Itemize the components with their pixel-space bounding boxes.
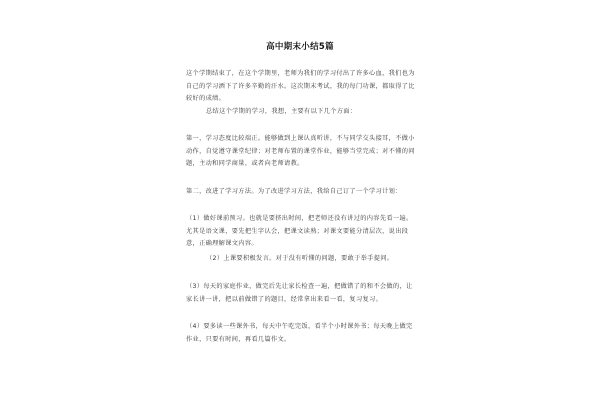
- paragraph-point-2: 第二，改进了学习方法。为了改进学习方法，我给自己订了一个学习计划：: [186, 188, 402, 195]
- paragraph-point-1: 第一，学习态度比较端正。能够做到上课认真听讲，不与同学交头接耳，不做小动作，自觉遵守课堂纪律；对老师布置的课堂作业，能够当堂完成；对不懂的问题，主动和同学商量，或者向老师请教。: [186, 135, 415, 168]
- document-title: 高中期末小结5篇: [266, 42, 334, 52]
- paragraph-plan-2: （2）上课要积极发言。对于没有听懂的问题，要敢于举手提问。: [206, 255, 394, 262]
- paragraph-intro: 这个学期结束了，在这个学期里，老师为我们的学习付出了许多心血，我们也为自己的学习洒下了许多辛勤的汗水。这次期末考试，我的每门功课，都取得了比较好的成绩。: [186, 70, 415, 103]
- paragraph-plan-3: （3）每天的家庭作业，做完后先让家长检查一遍，把做错了的和不会做的，让家长讲一讲，把以前做错了的题目，经常拿出来看一看，复习复习。: [186, 283, 413, 303]
- paragraph-plan-4: （4）要多读一些课外书，每天中午吃完饭，看半个小时课外书；每天晚上做完作业，只要有时间，再看几篇作文。: [186, 323, 413, 343]
- paragraph-summary-lead: 总结这个学期的学习，我想，主要有以下几个方面：: [206, 108, 357, 115]
- paragraph-plan-1: （1）做好课前预习。也就是要挤出时间，把老师还没有讲过的内容先看一遍。尤其是语文课，要先把生字认会，把课文读熟；对课文要能分清层次，说出段意，正确理解课文内容。: [186, 215, 413, 248]
